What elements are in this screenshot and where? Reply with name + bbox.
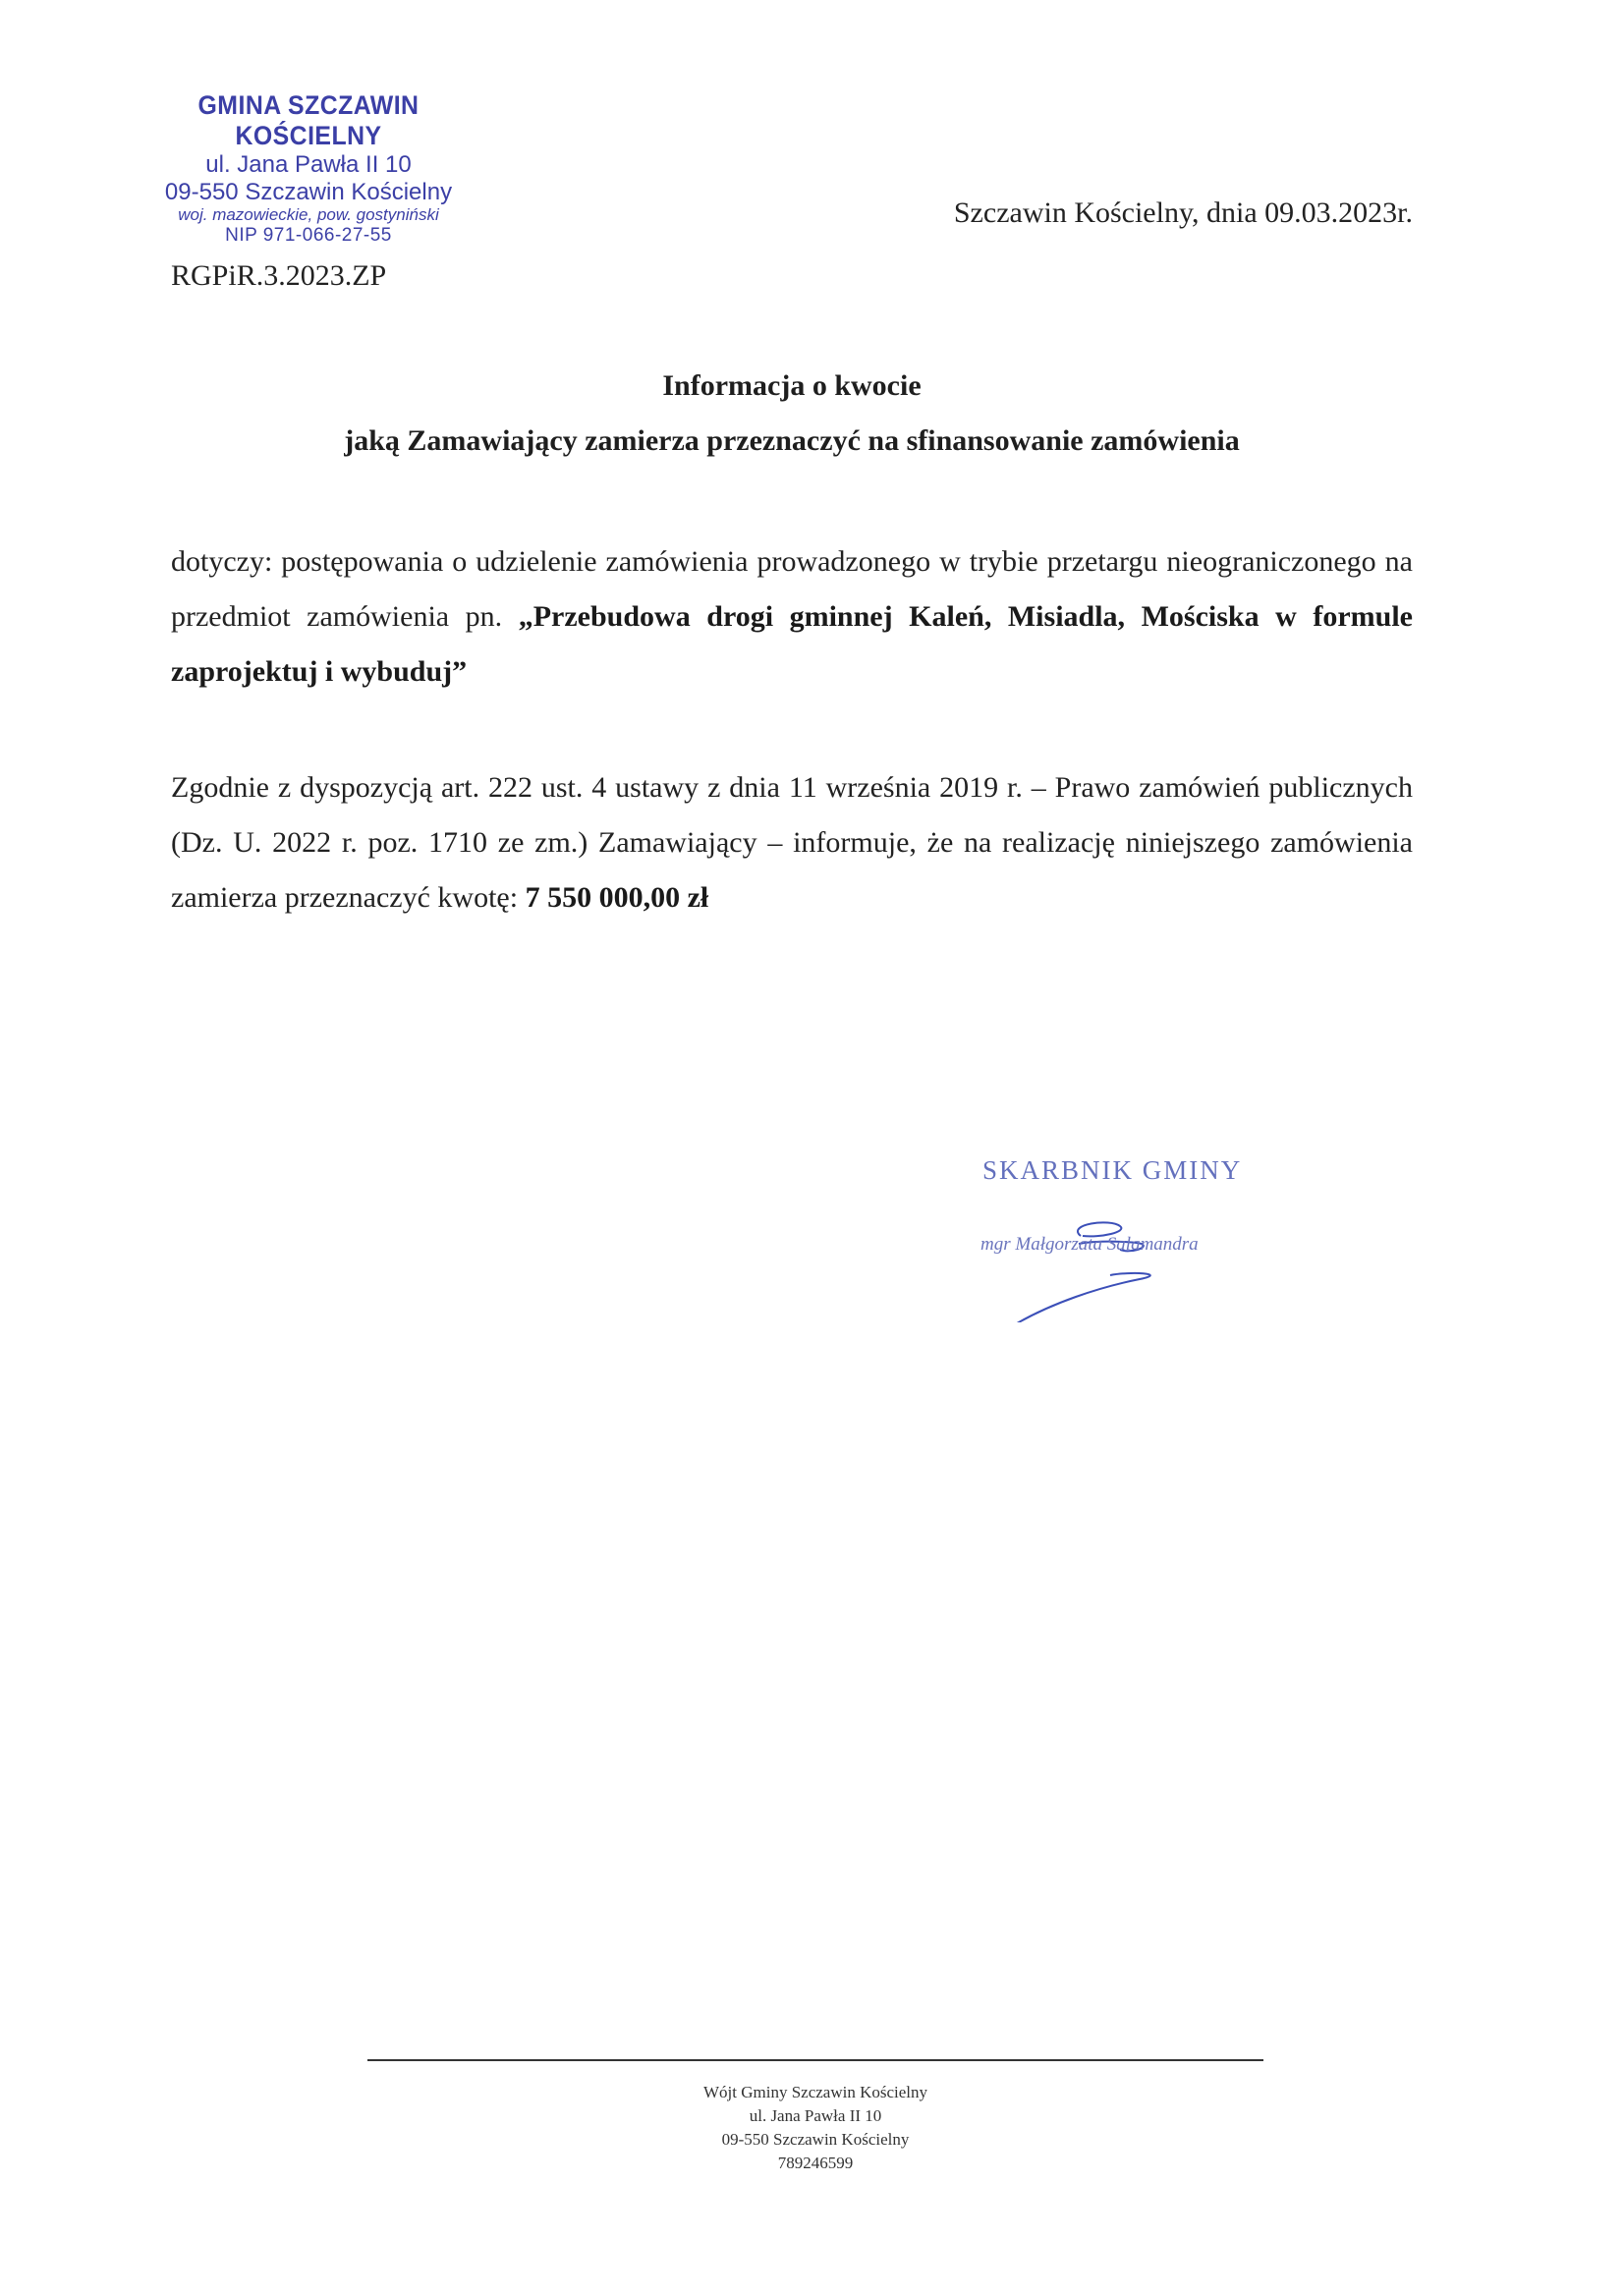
subject-text: dotyczy: postępowania o udzielenie zamówienia prowadzonego w trybie przetargu nieograniczonego na przedmiot zamówienia pn. — [171, 545, 1413, 633]
footer-line-2: ul. Jana Pawła II 10 — [749, 2106, 882, 2125]
municipality-stamp — [116, 90, 501, 247]
project-name: „Przebudowa drogi gminnej Kaleń, Misiadla, Mościska w formule zaprojektuj i wybuduj” — [171, 600, 1413, 688]
place-and-date: Szczawin Kościelny, dnia 09.03.2023r. — [953, 196, 1413, 229]
subject-paragraph — [171, 534, 1413, 700]
stamp-name: GMINA SZCZAWIN KOŚCIELNY — [197, 90, 420, 151]
signature-title: SKARBNIK GMINY — [982, 1155, 1243, 1185]
footer-divider — [367, 2059, 1263, 2061]
reference-number: RGPiR.3.2023.ZP — [171, 259, 387, 292]
signature-name: mgr Małgorzata Salamandra — [980, 1234, 1199, 1255]
amount-text: Zgodnie z dyspozycją art. 222 ust. 4 ustawy z dnia 11 września 2019 r. – Prawo zamówień publicznych (Dz. U. 2022 r. poz. 1710 ze zm.) Zamawiający – informuje, że na realizację niniejszego zamówienia zamierza przeznaczyć kwotę: — [171, 771, 1413, 914]
stamp-nip: NIP 971-066-27-55 — [225, 224, 392, 246]
stamp-street: ul. Jana Pawła II 10 — [205, 151, 412, 179]
footer-line-4: 789246599 — [777, 2154, 854, 2172]
amount-value: 7 550 000,00 zł — [525, 881, 709, 914]
document-title: Informacja o kwocie — [662, 369, 922, 402]
signature-stamp — [973, 1155, 1287, 1322]
footer-line-1: Wójt Gminy Szczawin Kościelny — [702, 2083, 928, 2101]
stamp-region: woj. mazowieckie, pow. gostyniński — [178, 205, 439, 225]
document-subtitle: jaką Zamawiający zamierza przeznaczyć na sfinansowanie zamówienia — [344, 424, 1240, 457]
amount-paragraph — [171, 760, 1413, 925]
stamp-city: 09-550 Szczawin Kościelny — [164, 178, 453, 205]
footer-line-3: 09-550 Szczawin Kościelny — [721, 2130, 910, 2149]
footer — [367, 2081, 1263, 2175]
